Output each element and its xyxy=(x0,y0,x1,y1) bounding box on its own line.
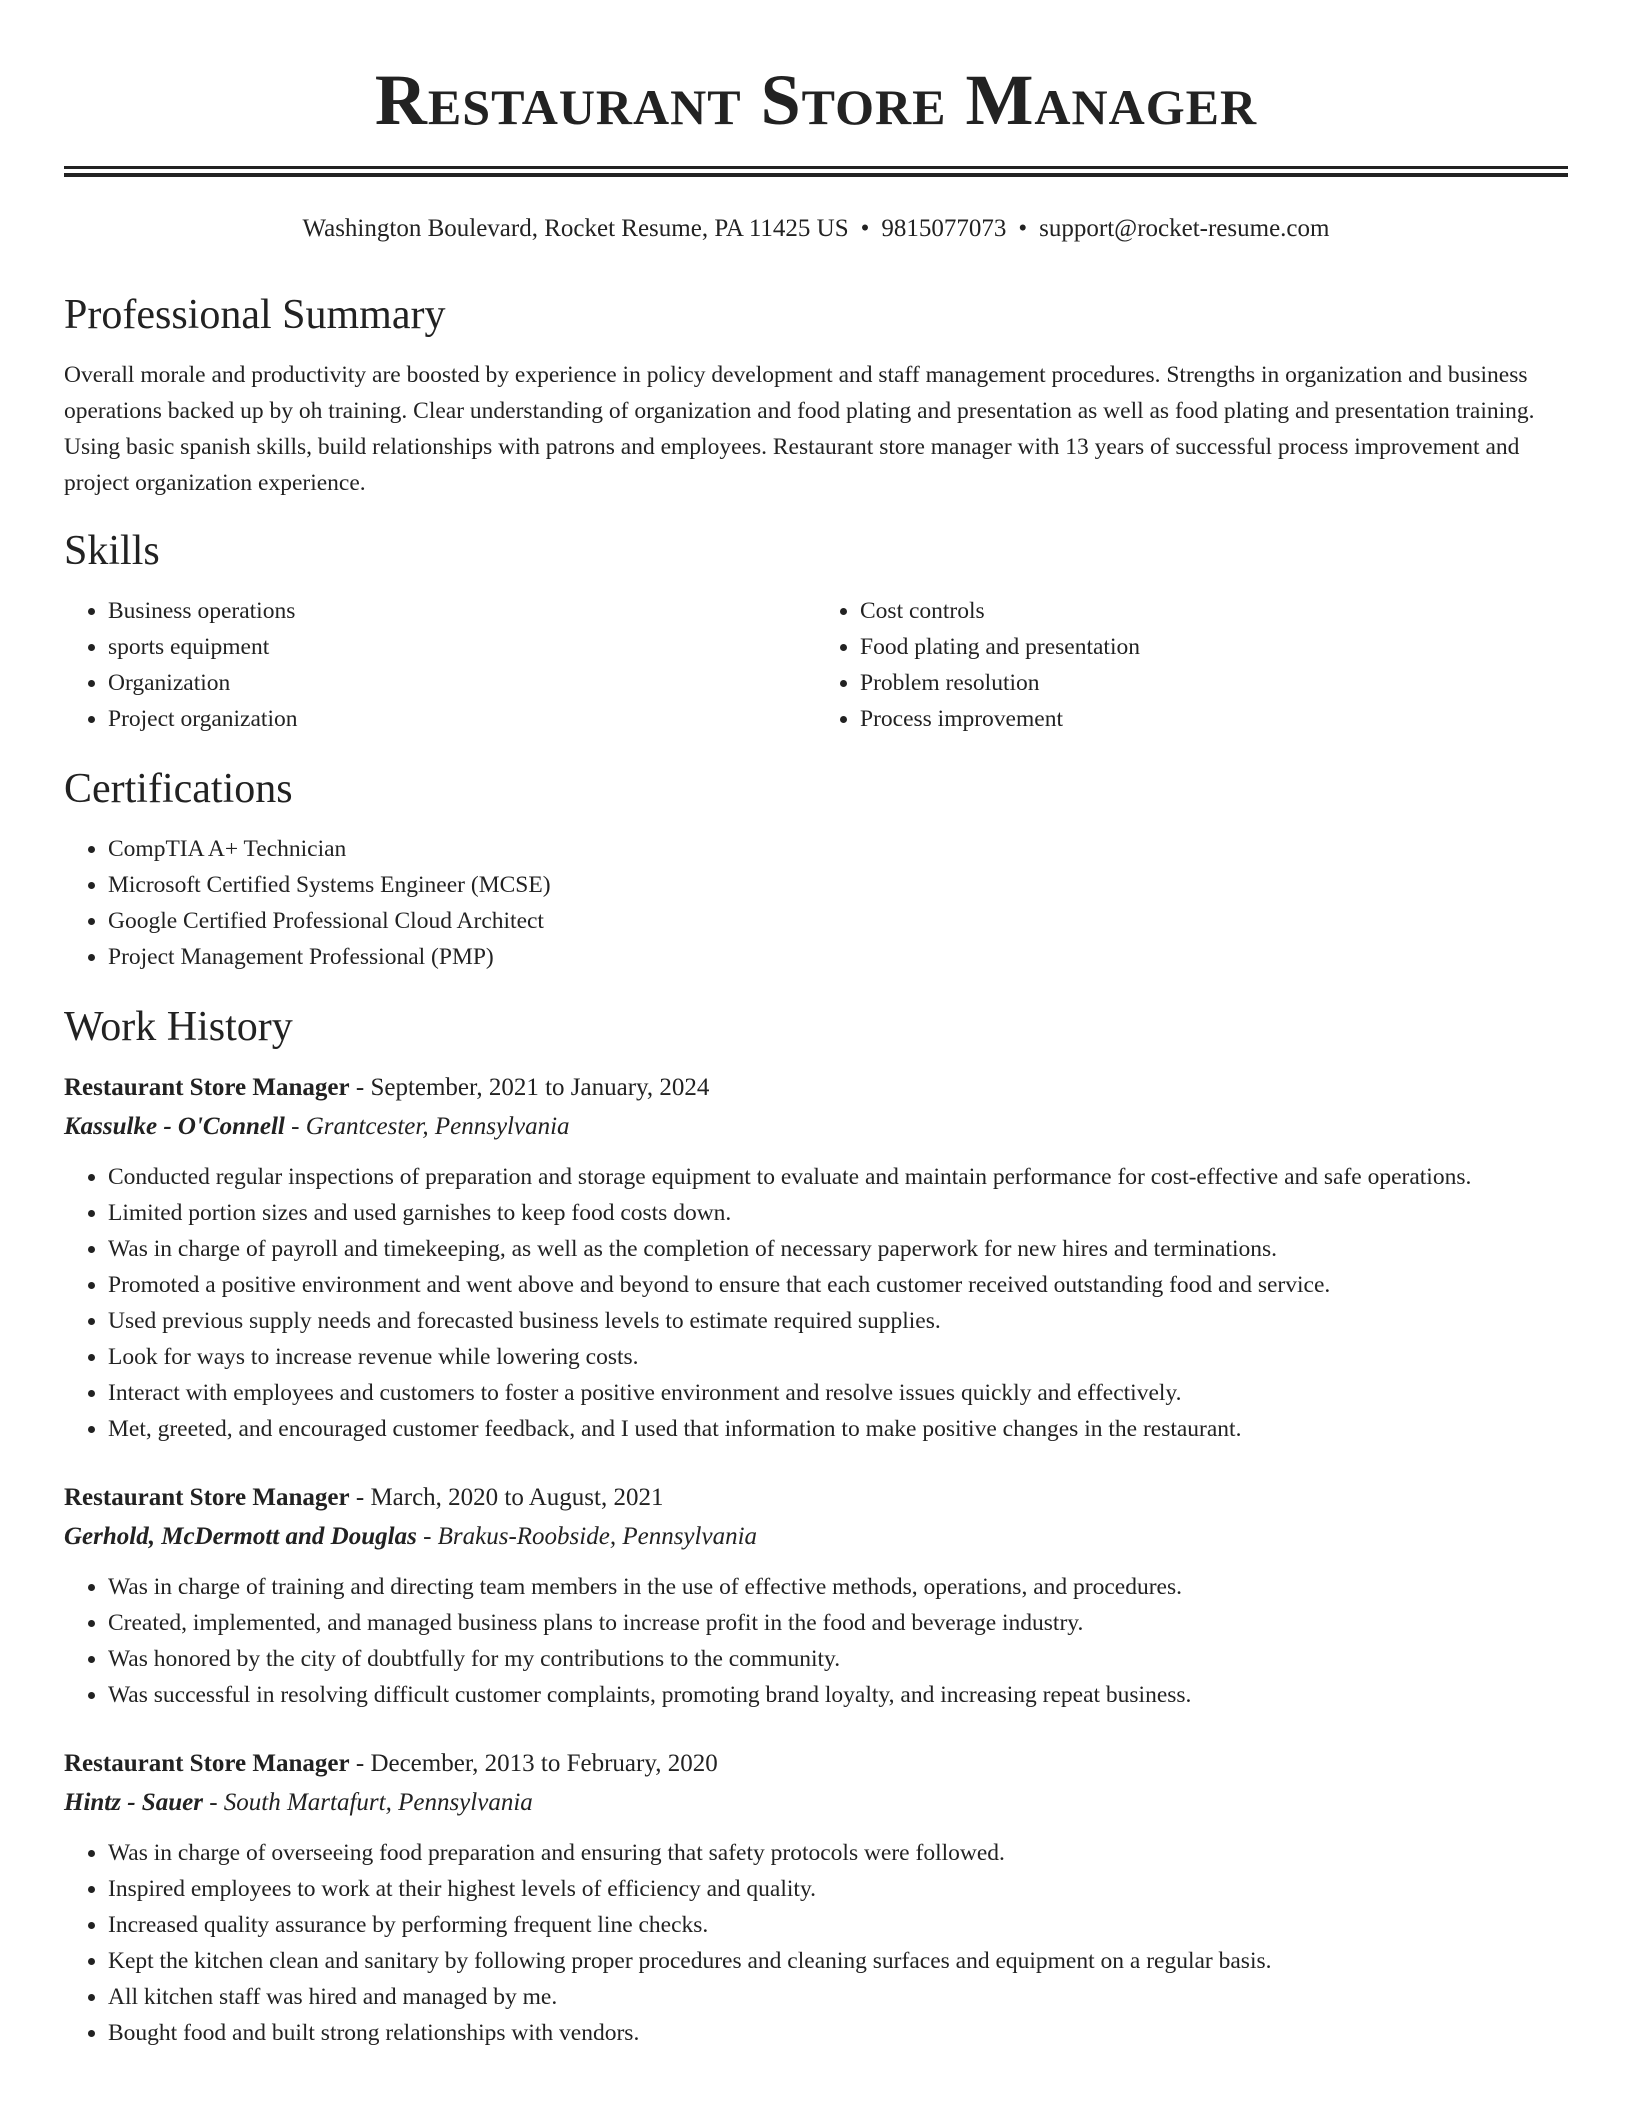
job-location: South Martafurt, Pennsylvania xyxy=(223,1789,533,1816)
job-bullets xyxy=(64,1159,1568,1447)
job-bullet: • Met, greeted, and encouraged customer feedback, and I used that information to make positive changes in the restaurant. xyxy=(108,1411,1568,1447)
summary-text: Overall morale and productivity are boosted by experience in policy development and staff management procedures. Strengths in organization and business operations backed up by oh training. Clear understanding of organization and food plating and presentation as well as food plating and presentation training. Using basic spanish skills, build relationships with patrons and employees. Restaurant store manager with 13 years of successful process improvement and project organization experience. xyxy=(64,362,1535,496)
job-entry xyxy=(64,1069,1568,1447)
certification-item: • Microsoft Certified Systems Engineer (MCSE) xyxy=(108,867,1568,903)
skill-item: • Cost controls xyxy=(860,593,1568,629)
job-bullets xyxy=(64,1835,1568,2051)
skill-item: • Business operations xyxy=(108,593,816,629)
title-divider xyxy=(64,166,1568,177)
contact-phone: 9815077073 xyxy=(881,215,1007,242)
job-company-line xyxy=(64,1107,1568,1147)
skill-item: • Organization xyxy=(108,665,816,701)
job-bullet: • Used previous supply needs and forecasted business levels to estimate required supplies. xyxy=(108,1303,1568,1339)
skills-grid xyxy=(64,593,1568,737)
job-company: Gerhold, McDermott and Douglas xyxy=(64,1523,417,1550)
job-company-line xyxy=(64,1783,1568,1823)
skills-heading: Skills xyxy=(64,528,160,574)
job-company: Kassulke - O'Connell xyxy=(64,1113,285,1140)
skill-item: • sports equipment xyxy=(108,629,816,665)
certifications-heading: Certifications xyxy=(64,766,293,812)
job-bullet: • Promoted a positive environment and went above and beyond to ensure that each customer received outstanding food and service. xyxy=(108,1267,1568,1303)
job-bullet: • Increased quality assurance by performing frequent line checks. xyxy=(108,1907,1568,1943)
certifications-list xyxy=(64,831,1568,975)
resume-title: Restaurant Store Manager xyxy=(374,60,1258,140)
certification-item: • Google Certified Professional Cloud Architect xyxy=(108,903,1568,939)
skill-item: • Project organization xyxy=(108,701,816,737)
job-entry xyxy=(64,1745,1568,2051)
skills-right-column xyxy=(816,593,1568,737)
job-title-line xyxy=(64,1479,1568,1517)
skill-item: • Process improvement xyxy=(860,701,1568,737)
contact-email: support@rocket-resume.com xyxy=(1039,215,1330,242)
job-location: Brakus-Roobside, Pennsylvania xyxy=(437,1523,758,1550)
contact-separator: • xyxy=(1018,215,1028,242)
job-role: Restaurant Store Manager xyxy=(64,1484,350,1511)
job-dash: - xyxy=(349,1074,371,1101)
job-entry xyxy=(64,1479,1568,1713)
job-dash: - xyxy=(349,1484,371,1511)
job-bullet: • Created, implemented, and managed business plans to increase profit in the food and beverage industry. xyxy=(108,1605,1568,1641)
certification-item: • CompTIA A+ Technician xyxy=(108,831,1568,867)
job-title-line xyxy=(64,1745,1568,1783)
job-bullet: • Bought food and built strong relationships with vendors. xyxy=(108,2015,1568,2051)
job-bullet: • Was in charge of training and directing team members in the use of effective methods, operations, and procedures. xyxy=(108,1569,1568,1605)
job-bullet: • Inspired employees to work at their highest levels of efficiency and quality. xyxy=(108,1871,1568,1907)
job-role: Restaurant Store Manager xyxy=(64,1074,350,1101)
work-history-heading: Work History xyxy=(64,1004,293,1050)
contact-line xyxy=(64,213,1568,245)
job-dash: - xyxy=(416,1523,438,1550)
job-dash: - xyxy=(284,1113,306,1140)
skills-left-column xyxy=(64,593,816,737)
job-title-line xyxy=(64,1069,1568,1107)
job-dates: December, 2013 to February, 2020 xyxy=(370,1750,718,1777)
job-dates: September, 2021 to January, 2024 xyxy=(370,1074,710,1101)
job-bullet: • Was honored by the city of doubtfully for my contributions to the community. xyxy=(108,1641,1568,1677)
job-dates: March, 2020 to August, 2021 xyxy=(370,1484,664,1511)
job-company: Hintz - Sauer xyxy=(64,1789,203,1816)
job-bullet: • Interact with employees and customers to foster a positive environment and resolve issues quickly and effectively. xyxy=(108,1375,1568,1411)
job-location: Grantcester, Pennsylvania xyxy=(305,1113,570,1140)
contact-address: Washington Boulevard, Rocket Resume, PA 11425 US xyxy=(302,215,849,242)
job-bullet: • Conducted regular inspections of preparation and storage equipment to evaluate and maintain performance for cost-effective and safe operations. xyxy=(108,1159,1568,1195)
job-bullet: • Look for ways to increase revenue while lowering costs. xyxy=(108,1339,1568,1375)
job-role: Restaurant Store Manager xyxy=(64,1750,350,1777)
job-bullet: • Was in charge of overseeing food preparation and ensuring that safety protocols were followed. xyxy=(108,1835,1568,1871)
contact-separator: • xyxy=(860,215,870,242)
skill-item: • Food plating and presentation xyxy=(860,629,1568,665)
job-bullet: • All kitchen staff was hired and managed by me. xyxy=(108,1979,1568,2015)
job-dash: - xyxy=(202,1789,224,1816)
job-company-line xyxy=(64,1517,1568,1557)
skill-item: • Problem resolution xyxy=(860,665,1568,701)
job-dash: - xyxy=(349,1750,371,1777)
job-bullet: • Kept the kitchen clean and sanitary by following proper procedures and cleaning surfaces and equipment on a regular basis. xyxy=(108,1943,1568,1979)
job-bullet: • Was successful in resolving difficult customer complaints, promoting brand loyalty, and increasing repeat business. xyxy=(108,1677,1568,1713)
job-bullet: • Was in charge of payroll and timekeeping, as well as the completion of necessary paperwork for new hires and terminations. xyxy=(108,1231,1568,1267)
job-bullet: • Limited portion sizes and used garnishes to keep food costs down. xyxy=(108,1195,1568,1231)
summary-heading: Professional Summary xyxy=(64,292,446,338)
certification-item: • Project Management Professional (PMP) xyxy=(108,939,1568,975)
job-bullets xyxy=(64,1569,1568,1713)
